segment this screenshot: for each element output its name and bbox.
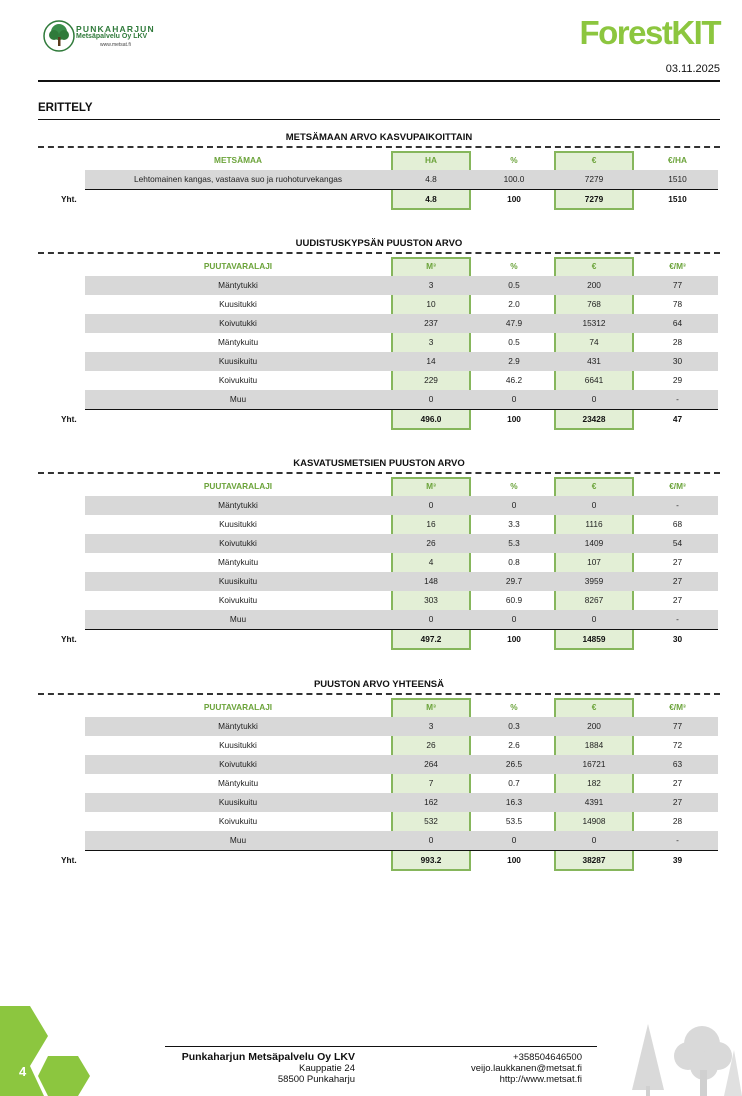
table-cell: 3 — [428, 280, 434, 290]
column-header: € — [591, 261, 597, 271]
total-label: Yht. — [61, 634, 77, 644]
table-cell: 229 — [424, 375, 438, 385]
total-cell: 23428 — [582, 414, 606, 424]
report-date: 03.11.2025 — [665, 63, 720, 75]
table-cell: Kuusitukki — [219, 740, 257, 750]
total-cell: 100 — [507, 855, 521, 865]
section-dashed-divider — [38, 146, 720, 148]
table-cell: Mäntytukki — [218, 500, 258, 510]
footer-contact — [432, 1052, 582, 1085]
table-row — [85, 831, 718, 850]
table-cell: 10 — [426, 299, 436, 309]
header-divider — [38, 80, 720, 82]
column-header: PUUTAVARALAJI — [203, 261, 273, 271]
table-cell: 26 — [426, 538, 436, 548]
column-header: PUUTAVARALAJI — [203, 702, 273, 712]
table-cell: Mäntytukki — [218, 721, 258, 731]
table-cell: 162 — [424, 797, 438, 807]
table-cell: 0 — [428, 500, 434, 510]
total-cell: 1510 — [668, 194, 687, 204]
table-cell: 74 — [589, 337, 599, 347]
total-cell: 4.8 — [425, 194, 437, 204]
table-cell: 16.3 — [505, 797, 523, 807]
table-cell: 78 — [672, 299, 683, 309]
table-cell: 200 — [587, 280, 601, 290]
trees-decoration-icon — [626, 1020, 742, 1096]
table-row — [85, 314, 718, 333]
table-row — [85, 793, 718, 812]
table-row — [85, 333, 718, 352]
table-cell: 46.2 — [505, 375, 523, 385]
table-cell: 768 — [587, 299, 601, 309]
table-cell: 0.7 — [508, 778, 520, 788]
table-header-row — [85, 477, 718, 496]
table-cell: 54 — [672, 538, 683, 548]
column-header: €/M³ — [669, 702, 686, 712]
table-row — [85, 170, 718, 189]
table-row — [85, 371, 718, 390]
table-cell: 264 — [424, 759, 438, 769]
table-cell: 7 — [428, 778, 434, 788]
footer-email[interactable]: veijo.laukkanen@metsat.fi — [470, 1063, 582, 1074]
table-cell: 0 — [428, 394, 434, 404]
table-cell: 16721 — [582, 759, 606, 769]
table-cell: 0.5 — [508, 280, 520, 290]
page-corner-shape — [0, 1006, 90, 1096]
table-row — [85, 295, 718, 314]
column-header: € — [591, 702, 597, 712]
column-header: €/M³ — [669, 481, 686, 491]
table-cell: 15312 — [582, 318, 606, 328]
table-cell: 14 — [426, 356, 436, 366]
section-title: KASVATUSMETSIEN PUUSTON ARVO — [293, 458, 465, 469]
table-cell: - — [676, 394, 679, 404]
table-cell: 72 — [672, 740, 683, 750]
table-cell: Kuusitukki — [219, 519, 257, 529]
table-cell: Koivukuitu — [218, 595, 258, 605]
footer-phone: +358504646500 — [513, 1052, 582, 1063]
table-cell: 100.0 — [503, 174, 525, 184]
table-row — [85, 572, 718, 591]
table-cell: 68 — [672, 519, 683, 529]
table-cell: 2.6 — [508, 740, 520, 750]
footer-web[interactable]: http://www.metsat.fi — [499, 1074, 582, 1085]
logo-line3: www.metsat.fi — [100, 42, 131, 48]
table-cell: Mäntykuitu — [217, 337, 259, 347]
table-cell: 0 — [511, 394, 517, 404]
table-cell: 0 — [591, 500, 597, 510]
table-cell: Koivutukki — [219, 318, 257, 328]
table-cell: 0 — [591, 835, 597, 845]
table-cell: 148 — [424, 576, 438, 586]
column-header: M³ — [426, 481, 436, 491]
total-row — [38, 851, 718, 870]
total-label: Yht. — [61, 194, 77, 204]
table-cell: 4391 — [584, 797, 604, 807]
table-cell: 431 — [587, 356, 601, 366]
tree-logo-icon — [42, 19, 76, 53]
table-cell: 0 — [511, 500, 517, 510]
table-cell: 182 — [587, 778, 601, 788]
total-cell: 30 — [672, 634, 683, 644]
page-title: ERITTELY — [38, 102, 93, 114]
total-cell: 7279 — [584, 194, 604, 204]
table-cell: 1409 — [584, 538, 604, 548]
total-cell: 38287 — [582, 855, 606, 865]
company-logo — [42, 19, 172, 53]
table-row — [85, 610, 718, 629]
table-cell: Kuusitukki — [219, 299, 257, 309]
table-cell: 237 — [424, 318, 438, 328]
table-cell: 27 — [672, 576, 683, 586]
total-cell: 39 — [672, 855, 683, 865]
table-row — [85, 717, 718, 736]
total-row — [38, 410, 718, 429]
table-cell: 27 — [672, 797, 683, 807]
column-header: % — [510, 702, 518, 712]
table-cell: 77 — [672, 721, 683, 731]
total-row — [38, 190, 718, 209]
table-header-row — [85, 257, 718, 276]
table-row — [85, 553, 718, 572]
table-cell: 0 — [511, 835, 517, 845]
footer-divider — [165, 1046, 597, 1047]
table-cell: 27 — [672, 595, 683, 605]
total-cell: 14859 — [582, 634, 606, 644]
table-cell: 0 — [428, 614, 434, 624]
column-header: % — [510, 155, 518, 165]
section-dashed-divider — [38, 252, 720, 254]
section-dashed-divider — [38, 472, 720, 474]
total-cell: 100 — [507, 634, 521, 644]
footer-street: Kauppatie 24 — [299, 1063, 355, 1074]
table-cell: Kuusikuitu — [218, 797, 258, 807]
table-header-row — [85, 698, 718, 717]
section-title: PUUSTON ARVO YHTEENSÄ — [313, 679, 445, 690]
column-header: €/M³ — [669, 261, 686, 271]
table-cell: 0 — [591, 394, 597, 404]
table-cell: 27 — [672, 778, 683, 788]
title-divider — [38, 119, 720, 120]
page-number: 4 — [19, 1064, 27, 1079]
column-header: M³ — [426, 702, 436, 712]
table-cell: 60.9 — [505, 595, 523, 605]
table-cell: 4.8 — [425, 174, 437, 184]
column-header: PUUTAVARALAJI — [203, 481, 273, 491]
footer-company: Punkaharjun Metsäpalvelu Oy LKV — [181, 1051, 355, 1063]
total-cell: 100 — [507, 414, 521, 424]
table-cell: - — [676, 500, 679, 510]
column-header: € — [591, 481, 597, 491]
column-header: METSÄMAA — [214, 155, 262, 165]
column-header: HA — [425, 155, 437, 165]
table-cell: Koivukuitu — [218, 816, 258, 826]
table-cell: Mäntykuitu — [217, 778, 259, 788]
table-row — [85, 496, 718, 515]
table-cell: 16 — [426, 519, 436, 529]
table-cell: 200 — [587, 721, 601, 731]
total-label: Yht. — [61, 855, 77, 865]
table-cell: Muu — [229, 614, 247, 624]
table-cell: 0 — [511, 614, 517, 624]
table-row — [85, 352, 718, 371]
table-cell: 29.7 — [505, 576, 523, 586]
table-cell: Muu — [229, 394, 247, 404]
table-cell: 2.9 — [508, 356, 520, 366]
table-cell: 8267 — [584, 595, 604, 605]
column-header: €/HA — [668, 155, 687, 165]
table-cell: 14908 — [582, 816, 606, 826]
brand-logo: ForestKIT — [579, 14, 720, 51]
table-row — [85, 812, 718, 831]
table-row — [85, 755, 718, 774]
table-row — [85, 534, 718, 553]
table-cell: - — [676, 835, 679, 845]
total-cell: 497.2 — [420, 634, 442, 644]
table-row — [85, 774, 718, 793]
table-cell: 107 — [587, 557, 601, 567]
table-cell: 0 — [428, 835, 434, 845]
section-title: METSÄMAAN ARVO KASVUPAIKOITTAIN — [285, 132, 473, 143]
column-header: € — [591, 155, 597, 165]
table-cell: 53.5 — [505, 816, 523, 826]
table-row — [85, 276, 718, 295]
table-cell: 0 — [591, 614, 597, 624]
footer-address — [165, 1052, 355, 1085]
table-cell: 3.3 — [508, 519, 520, 529]
table-cell: 1510 — [668, 174, 687, 184]
table-cell: 47.9 — [505, 318, 523, 328]
total-cell: 496.0 — [420, 414, 442, 424]
table-cell: 532 — [424, 816, 438, 826]
table-cell: 29 — [672, 375, 683, 385]
table-cell: Lehtomainen kangas, vastaava suo ja ruohoturvekangas — [133, 174, 343, 184]
table-cell: 1116 — [585, 519, 603, 529]
table-cell: 2.0 — [508, 299, 520, 309]
table-cell: 0.3 — [508, 721, 520, 731]
table-cell: Kuusikuitu — [218, 356, 258, 366]
table-row — [85, 591, 718, 610]
table-row — [85, 515, 718, 534]
section-title: UUDISTUSKYPSÄN PUUSTON ARVO — [295, 238, 463, 249]
table-cell: 5.3 — [508, 538, 520, 548]
table-cell: Mäntytukki — [218, 280, 258, 290]
footer-city: 58500 Punkaharju — [277, 1074, 355, 1085]
table-cell: 3959 — [584, 576, 604, 586]
table-cell: Mäntykuitu — [217, 557, 259, 567]
table-cell: 6641 — [584, 375, 604, 385]
table-cell: Koivutukki — [219, 759, 257, 769]
table-cell: Koivukuitu — [218, 375, 258, 385]
table-row — [85, 390, 718, 409]
table-cell: Kuusikuitu — [218, 576, 258, 586]
logo-line2: Metsäpalvelu Oy LKV — [76, 33, 148, 40]
table-cell: 28 — [672, 337, 683, 347]
table-cell: 30 — [672, 356, 683, 366]
table-cell: 303 — [424, 595, 438, 605]
table-cell: 77 — [672, 280, 683, 290]
table-row — [85, 736, 718, 755]
table-cell: 64 — [672, 318, 683, 328]
table-cell: 26 — [426, 740, 436, 750]
section-dashed-divider — [38, 693, 720, 695]
table-cell: 7279 — [584, 174, 604, 184]
table-cell: 3 — [428, 721, 434, 731]
column-header: % — [510, 481, 518, 491]
table-cell: Koivutukki — [219, 538, 257, 548]
table-cell: 26.5 — [505, 759, 523, 769]
total-cell: 47 — [672, 414, 683, 424]
table-cell: 27 — [672, 557, 683, 567]
column-header: % — [510, 261, 518, 271]
column-header: M³ — [426, 261, 436, 271]
table-cell: Muu — [229, 835, 247, 845]
total-row — [38, 630, 718, 649]
table-cell: 28 — [672, 816, 683, 826]
total-cell: 993.2 — [420, 855, 442, 865]
table-cell: 4 — [428, 557, 434, 567]
table-cell: 0.5 — [508, 337, 520, 347]
total-cell: 100 — [507, 194, 521, 204]
table-cell: - — [676, 614, 679, 624]
table-cell: 3 — [428, 337, 434, 347]
table-cell: 63 — [672, 759, 683, 769]
logo-line1: PUNKAHARJUN — [76, 24, 155, 34]
table-cell: 0.8 — [508, 557, 520, 567]
table-cell: 1884 — [584, 740, 604, 750]
total-label: Yht. — [61, 414, 77, 424]
table-header-row — [85, 151, 718, 170]
